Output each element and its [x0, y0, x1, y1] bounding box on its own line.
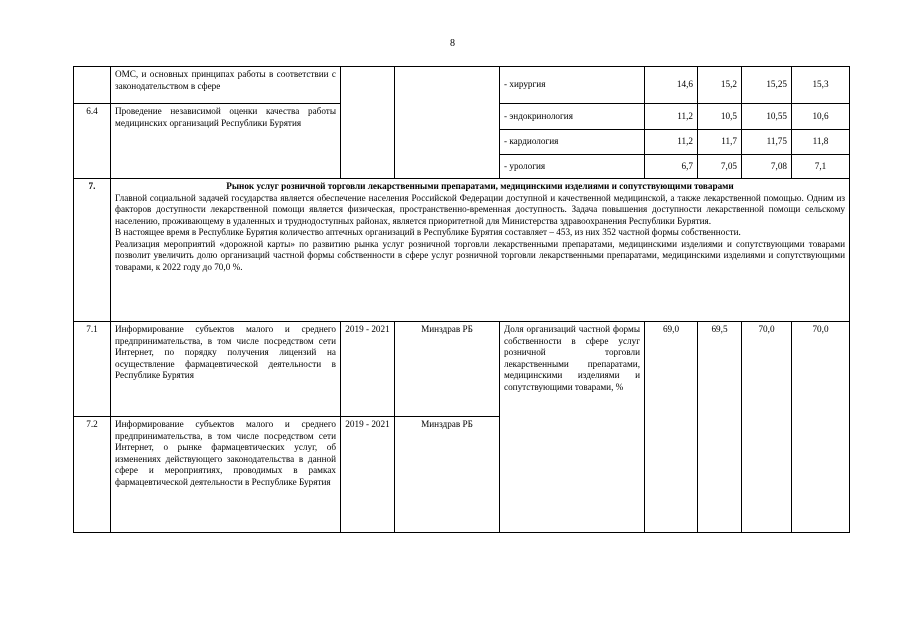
value-2020: 7,05 [698, 155, 742, 179]
value-2019: 11,2 [645, 104, 698, 130]
table-row [74, 322, 850, 417]
row-number: 6.4 [74, 104, 111, 179]
value-2020: 15,2 [698, 67, 742, 104]
row-number: 7.2 [74, 417, 111, 533]
section-number: 7. [74, 179, 111, 322]
value-2019: 14,6 [645, 67, 698, 104]
row-number: 7.1 [74, 322, 111, 417]
section-paragraph: Главной социальной задачей государства является обеспечение населения Российской Федерации доступной и качественной медицинской, а также лекарственной помощью. Одним из факторов доступности лекарственной помощи является физическая, пространственно-временная доступность. Задача повышения доступности лекарственной помощи сельскому населению, проживающему в удаленных и труднодоступных районах, является приоритетной для Министерства здравоохранения Республики Бурятия. [115, 192, 845, 226]
value-2021: 70,0 [742, 322, 792, 533]
value-2022: 10,6 [792, 104, 850, 130]
row-executor: Минздрав РБ [395, 417, 500, 533]
value-2019: 6,7 [645, 155, 698, 179]
row-executor: Минздрав РБ [395, 322, 500, 417]
section-paragraph: Реализация мероприятий «дорожной карты» по развитию рынка услуг розничной торговли лекарственными препаратами, медицинскими изделиями и сопутствующими товарами позволит увеличить долю организаций частной формы собственности в сфере услуг розничной торговли лекарственными препаратами, медицинскими изделиями и сопутствующими товарами, к 2022 году до 70,0 %. [115, 238, 845, 272]
period-cell [341, 67, 395, 179]
indicator-name: - хирургия [500, 67, 645, 104]
row-number [74, 67, 111, 104]
value-2022: 15,3 [792, 67, 850, 104]
roadmap-table [73, 66, 850, 533]
indicator-name: Доля организаций частной формы собственности в сфере услуг розничной торговли лекарственными препаратами, медицинскими изделиями и сопутствующими товарами, % [500, 322, 645, 533]
table-row [74, 67, 850, 104]
value-2021: 11,75 [742, 130, 792, 155]
row-description: Информирование субъектов малого и среднего предпринимательства, в том числе посредством сети Интернет, о рынке фармацевтических услуг, об изменениях действующего законодательства в данной сфере и мероприятиях, проводимых в рамках фармацевтической деятельности в Республике Бурятия [111, 417, 341, 533]
value-2021: 15,25 [742, 67, 792, 104]
indicator-name: - урология [500, 155, 645, 179]
executor-cell [395, 67, 500, 179]
section-row [74, 179, 850, 322]
value-2019: 11,2 [645, 130, 698, 155]
row-description: Информирование субъектов малого и среднего предпринимательства, в том числе посредством сети Интернет, по порядку получения лицензий на осуществление фармацевтической деятельности в Республике Бурятия [111, 322, 341, 417]
row-description: ОМС, и основных принципах работы в соответствии с законодательством в сфере [111, 67, 341, 104]
value-2021: 7,08 [742, 155, 792, 179]
section-paragraph: В настоящее время в Республике Бурятия количество аптечных организаций в Республике Бурятия составляет – 453, из них 352 частной формы собственности. [115, 227, 741, 237]
value-2020: 69,5 [698, 322, 742, 533]
value-2022: 7,1 [792, 155, 850, 179]
section-title: Рынок услуг розничной торговли лекарственными препаратами, медицинскими изделиями и сопутствующими товарами [226, 181, 734, 191]
section-content [111, 179, 850, 322]
indicator-name: - кардиология [500, 130, 645, 155]
value-2022: 11,8 [792, 130, 850, 155]
value-2022: 70,0 [792, 322, 850, 533]
row-period: 2019 - 2021 [341, 417, 395, 533]
value-2021: 10,55 [742, 104, 792, 130]
value-2020: 10,5 [698, 104, 742, 130]
page-number: 8 [450, 38, 455, 49]
row-period: 2019 - 2021 [341, 322, 395, 417]
indicator-name: - эндокринология [500, 104, 645, 130]
value-2019: 69,0 [645, 322, 698, 533]
row-description: Проведение независимой оценки качества работы медицинских организаций Республики Бурятия [111, 104, 341, 179]
value-2020: 11,7 [698, 130, 742, 155]
